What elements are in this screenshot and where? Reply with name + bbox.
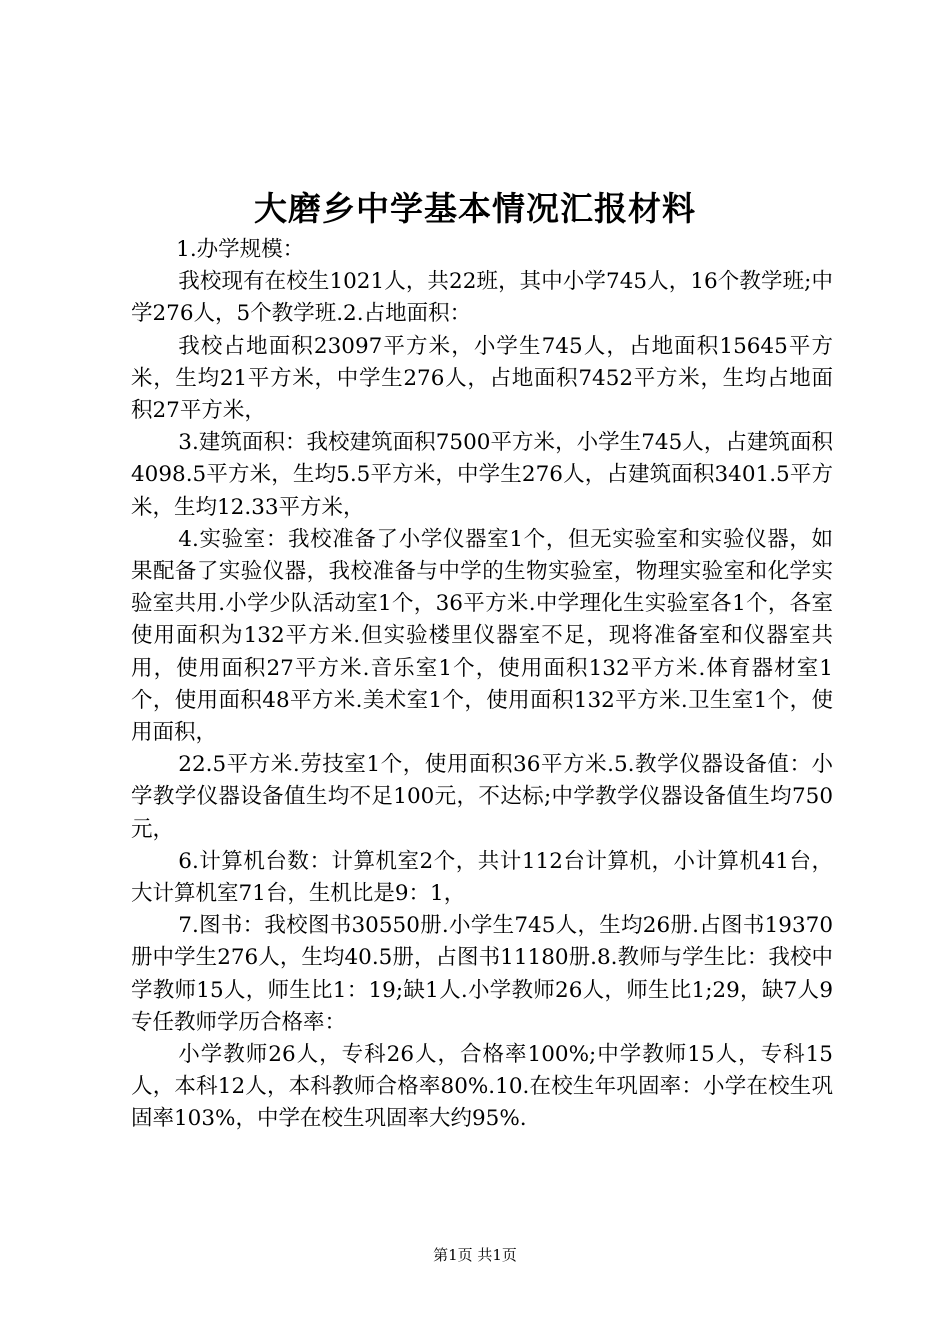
paragraph-laboratories: 4.实验室：我校准备了小学仪器室1个，但无实验室和实验仪器，如果配备了实验仪器，我校准备与中学的生物实验室，物理实验室和化学实验室共用.小学少队活动室1个，36平方米.中学理化生实验室各1个，各室使用面积为132平方米.但实验楼里仪器室不足，现将准备室和仪器室共用，使用面积27平方米.音乐室1个，使用面积132平方米.体育器材室1个，使用面积48平方米.美术室1个，使用面积132平方米.卫生室1个，使用面积，: [131, 526, 833, 746]
paragraph-computers: 6.计算机台数：计算机室2个，共计112台计算机，小计算机41台，大计算机室71台，生机比是9：1，: [131, 848, 833, 907]
document-title: 大磨乡中学基本情况汇报材料: [254, 189, 696, 228]
paragraph-land-area: 我校占地面积23097平方米，小学生745人，占地面积15645平方米，生均21平方米，中学生276人，占地面积7452平方米，生均占地面积27平方米，: [131, 333, 833, 424]
paragraph-building-area: 3.建筑面积：我校建筑面积7500平方米，小学生745人，占建筑面积4098.5平方米，生均5.5平方米，中学生276人，占建筑面积3401.5平方米，生均12.33平方米，: [131, 430, 833, 520]
paragraph-school-scale: 我校现有在校生1021人，共22班，其中小学745人，16个教学班;中学276人，5个教学班.2.占地面积：: [131, 269, 833, 327]
paragraph-library-teachers: 7.图书：我校图书30550册.小学生745人，生均26册.占图书19370册中学生276人，生均40.5册，占图书11180册.8.教师与学生比：我校中学教师15人，师生比1：19;缺1人.小学教师26人，师生比1;29，缺7人9专任教师学历合格率：: [131, 913, 833, 1035]
paragraph-equipment-value: 22.5平方米.劳技室1个，使用面积36平方米.5.教学仪器设备值：小学教学仪器设备值生均不足100元，不达标;中学教学仪器设备值生均750元，: [131, 752, 833, 842]
paragraph-school-scale-heading: 1.办学规模：: [176, 237, 305, 262]
document-body: [131, 234, 833, 1136]
paragraph-qualification-retention: 小学教师26人，专科26人，合格率100%;中学教师15人，专科15人，本科12人，本科教师合格率80%.10.在校生年巩固率：小学在校生巩固率103%，中学在校生巩固率大约95%.: [131, 1042, 833, 1132]
page-footer: 第1页 共1页: [433, 1246, 517, 1264]
